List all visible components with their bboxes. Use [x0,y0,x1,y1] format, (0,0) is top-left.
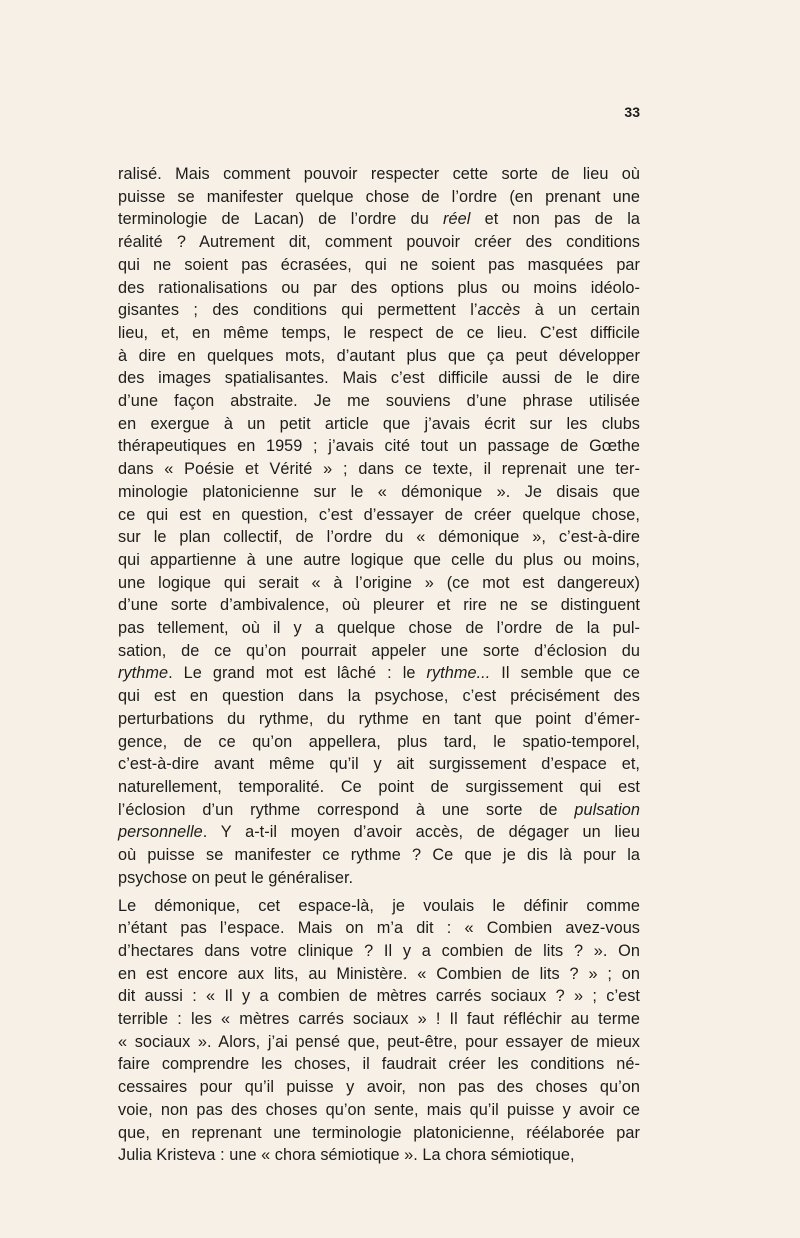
text-line: d’hectares dans votre clinique ? Il y a combien de lits ? ». On [118,941,640,960]
text-line: c’est-à-dire avant même qu’il y ait surgissement d’espace et, [118,755,640,774]
text-line: Le démonique, cet espace-là, je voulais le définir comme [118,896,640,915]
text-line: en est encore aux lits, au Ministère. « Combien de lits ? » ; on [118,964,640,983]
page-number: 33 [624,104,640,120]
text-line: pas tellement, où il y a quelque chose de l’ordre de la pul- [118,619,640,638]
text-line: l’éclosion d’un rythme correspond à une sorte de pulsation [118,800,640,819]
body-text [118,163,640,1167]
text-line: où puisse se manifester ce rythme ? Ce que je dis là pour la [118,846,640,865]
text-line: d’une façon abstraite. Je me souviens d’une phrase utilisée [118,392,640,411]
text-line: une logique qui serait « à l’origine » (ce mot est dangereux) [118,573,640,592]
text-line: gisantes ; des conditions qui permettent l’accès à un certain [118,301,640,320]
text-line: ce qui est en question, c’est d’essayer de créer quelque chose, [118,505,640,524]
text-line: Julia Kristeva : une « chora sémiotique ». La chora sémiotique, [118,1146,575,1165]
text-line: thérapeutiques en 1959 ; j’avais cité tout un passage de Gœthe [118,437,640,456]
text-line: des rationalisations ou par des options plus ou moins idéolo- [118,278,640,297]
text-line: d’une sorte d’ambivalence, où pleurer et rire ne se distinguent [118,596,640,615]
text-line: naturellement, temporalité. Ce point de surgissement qui est [118,777,640,796]
text-line: qui appartienne à une autre logique que celle du plus ou moins, [118,550,640,569]
text-line: terrible : les « mètres carrés sociaux » ! Il faut réfléchir au terme [118,1010,640,1029]
text-line: qui ne soient pas écrasées, qui ne soient pas masquées par [118,255,640,274]
text-line: terminologie de Lacan) de l’ordre du réel et non pas de la [118,210,640,229]
text-line: réalité ? Autrement dit, comment pouvoir créer des conditions [118,233,640,252]
text-line: dit aussi : « Il y a combien de mètres carrés sociaux ? » ; c’est [118,987,640,1006]
text-line: rythme. Le grand mot est lâché : le rythme... Il semble que ce [118,664,640,683]
text-line: perturbations du rythme, du rythme en tant que point d’émer- [118,709,640,728]
text-line: sur le plan collectif, de l’ordre du « démonique », c’est-à-dire [118,528,640,547]
paragraph-2 [118,895,640,1167]
text-line: que, en reprenant une terminologie platonicienne, réélaborée par [118,1123,640,1142]
text-line: minologie platonicienne sur le « démonique ». Je disais que [118,482,640,501]
text-line: à dire en quelques mots, d’autant plus que ça peut développer [118,346,640,365]
text-line: ralisé. Mais comment pouvoir respecter cette sorte de lieu où [118,165,640,183]
text-line: sation, de ce qu’on pourrait appeler une sorte d’éclosion du [118,641,640,660]
text-line: qui est en question dans la psychose, c’est précisément des [118,687,640,706]
text-line: des images spatialisantes. Mais c’est difficile aussi de le dire [118,369,640,388]
text-line: « sociaux ». Alors, j’ai pensé que, peut-être, pour essayer de mieux [118,1032,640,1051]
text-line: en exergue à un petit article que j’avais écrit sur les clubs [118,414,640,433]
text-line: cessaires pour qu’il puisse y avoir, non pas des choses qu’on [118,1078,640,1097]
text-line: voie, non pas des choses qu’on sente, mais qu’il puisse y avoir ce [118,1100,640,1119]
text-line: gence, de ce qu’on appellera, plus tard, le spatio-temporel, [118,732,640,751]
text-line: n’étant pas l’espace. Mais on m’a dit : « Combien avez-vous [118,919,640,938]
text-line: puisse se manifester quelque chose de l’ordre (en prenant une [118,187,640,206]
text-line: lieu, et, en même temps, le respect de ce lieu. C’est difficile [118,323,640,342]
text-line: personnelle. Y a-t-il moyen d’avoir accès, de dégager un lieu [118,823,640,842]
text-line: faire comprendre les choses, il faudrait créer les conditions né- [118,1055,640,1074]
text-line: psychose on peut le généraliser. [118,868,354,887]
text-line: dans « Poésie et Vérité » ; dans ce texte, il reprenait une ter- [118,460,640,479]
paragraph-1 [118,163,640,890]
